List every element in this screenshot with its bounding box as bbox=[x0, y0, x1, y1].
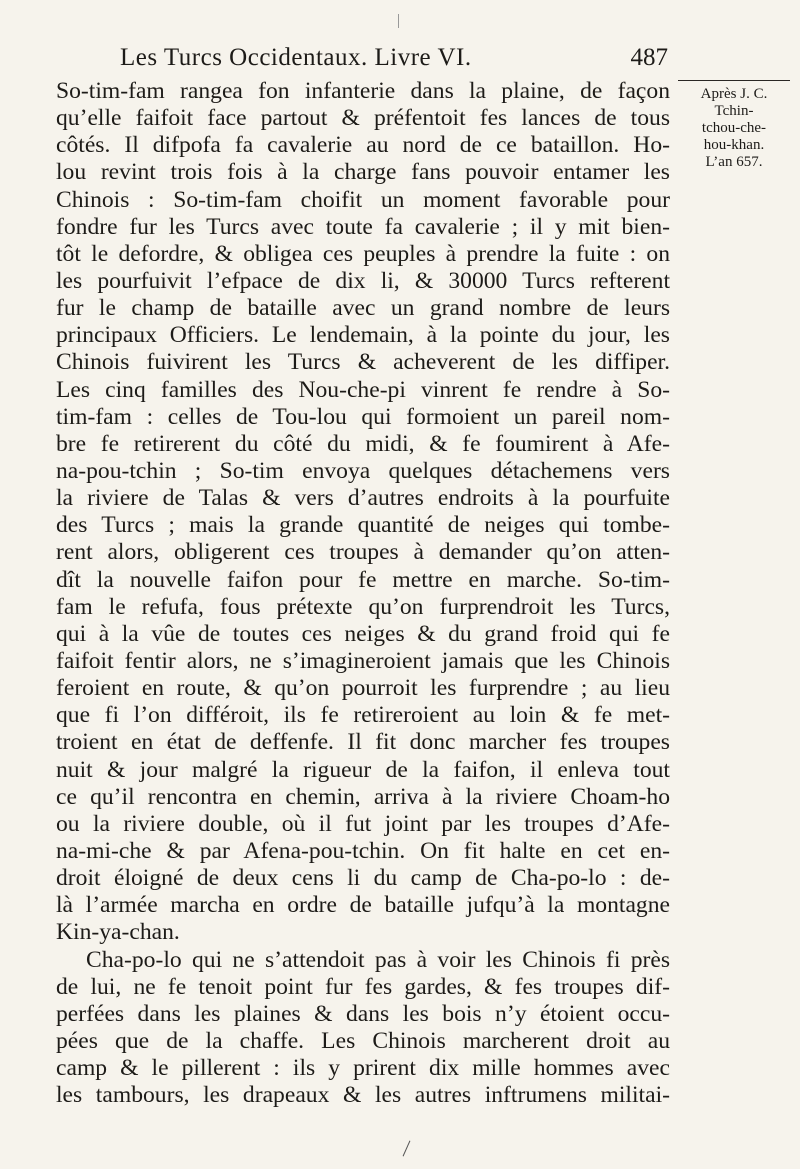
margin-note bbox=[678, 80, 790, 171]
text-line: bre fe retirerent du côté du midi, & fe foumirent à Afe- bbox=[56, 430, 670, 457]
running-title: Les Turcs Occidentaux. Livre VI. bbox=[120, 44, 472, 71]
text-line: la riviere de Talas & vers d’autres endroits à la pourfuite bbox=[56, 485, 670, 512]
printing-mark bbox=[398, 14, 399, 28]
text-line: les pourfuivit l’efpace de dix li, & 30000 Turcs refterent bbox=[56, 267, 670, 294]
text-line: principaux Officiers. Le lendemain, à la pointe du jour, les bbox=[56, 322, 670, 349]
text-line: troient en état de deffenfe. Il fit donc marcher fes troupes bbox=[56, 729, 670, 756]
text-line: feroient en route, & qu’on pourroit les furprendre ; au lieu bbox=[56, 675, 670, 702]
text-line: côtés. Il difpofa fa cavalerie au nord de ce bataillon. Ho- bbox=[56, 132, 670, 159]
text-line: lou revint trois fois à la charge fans pouvoir entamer les bbox=[56, 159, 670, 186]
text-line: tim-fam : celles de Tou-lou qui formoient un pareil nom- bbox=[56, 403, 670, 430]
text-line: camp & le pillerent : ils y prirent dix mille hommes avec bbox=[56, 1055, 670, 1082]
text-line: rent alors, obligerent ces troupes à demander qu’on atten- bbox=[56, 539, 670, 566]
page-header bbox=[56, 44, 668, 78]
text-line: là l’armée marcha en ordre de bataille jufqu’à la montagne bbox=[56, 892, 670, 919]
text-line: des Turcs ; mais la grande quantité de neiges qui tombe- bbox=[56, 512, 670, 539]
margin-note-line: tchou-che- bbox=[701, 120, 767, 136]
body-text bbox=[56, 78, 670, 1109]
margin-note-line: Tchin- bbox=[714, 103, 754, 119]
text-line: tôt le defordre, & obligea ces peuples à prendre la fuite : on bbox=[56, 240, 670, 267]
printing-mark bbox=[403, 1141, 411, 1157]
text-line: So-tim-fam rangea fon infanterie dans la plaine, de façon bbox=[56, 78, 670, 104]
text-line: dît la nouvelle faifon pour fe mettre en marche. So-tim- bbox=[56, 566, 670, 593]
page-number: 487 bbox=[630, 44, 668, 71]
text-line: fam le refufa, fous prétexte qu’on furprendroit les Turcs, bbox=[56, 593, 670, 620]
margin-note-line: hou-khan. bbox=[703, 137, 765, 153]
text-line: qui à la vûe de toutes ces neiges & du grand froid qui fe bbox=[56, 620, 670, 647]
text-line: faifoit fentir alors, ne s’imagineroient jamais que les Chinois bbox=[56, 647, 670, 674]
text-line: nuit & jour malgré la rigueur de la faifon, il enleva tout bbox=[56, 756, 670, 783]
text-line: les tambours, les drapeaux & les autres inftrumens militai- bbox=[56, 1082, 670, 1109]
text-line: ce qu’il rencontra en chemin, arriva à la riviere Choam-ho bbox=[56, 783, 670, 810]
text-line: Chinois : So-tim-fam choifit un moment favorable pour bbox=[56, 186, 670, 213]
text-line: Chinois fuivirent les Turcs & acheverent de les diffiper. bbox=[56, 349, 670, 376]
text-line: ou la riviere double, où il fut joint par les troupes d’Afe- bbox=[56, 810, 670, 837]
text-line: Cha-po-lo qui ne s’attendoit pas à voir les Chinois fi près bbox=[86, 946, 670, 973]
margin-note-line: Après J. C. bbox=[700, 86, 768, 102]
text-line: pées que de la chaffe. Les Chinois marcherent droit au bbox=[56, 1027, 670, 1054]
text-line: fur le champ de bataille avec un grand nombre de leurs bbox=[56, 295, 670, 322]
margin-note-line: L’an 657. bbox=[705, 154, 763, 170]
text-line: na-pou-tchin ; So-tim envoya quelques détachemens vers bbox=[56, 457, 670, 484]
text-line: Les cinq familles des Nou-che-pi vinrent fe rendre à So- bbox=[56, 376, 670, 403]
text-line: perfées dans les plaines & dans les bois n’y étoient occu- bbox=[56, 1000, 670, 1027]
text-line: na-mi-che & par Afena-pou-tchin. On fit halte en cet en- bbox=[56, 837, 670, 864]
text-line: droit éloigné de deux cens li du camp de Cha-po-lo : de- bbox=[56, 865, 670, 892]
text-line: qu’elle faifoit face partout & préfentoit fes lances de tous bbox=[56, 105, 670, 132]
text-line: que fi l’on différoit, ils fe retireroient au loin & fe met- bbox=[56, 702, 670, 729]
text-line: Kin-ya-chan. bbox=[56, 919, 180, 946]
text-line: fondre fur les Turcs avec toute fa cavalerie ; il y mit bien- bbox=[56, 213, 670, 240]
text-line: de lui, ne fe tenoit point fur fes gardes, & fes troupes dif- bbox=[56, 973, 670, 1000]
